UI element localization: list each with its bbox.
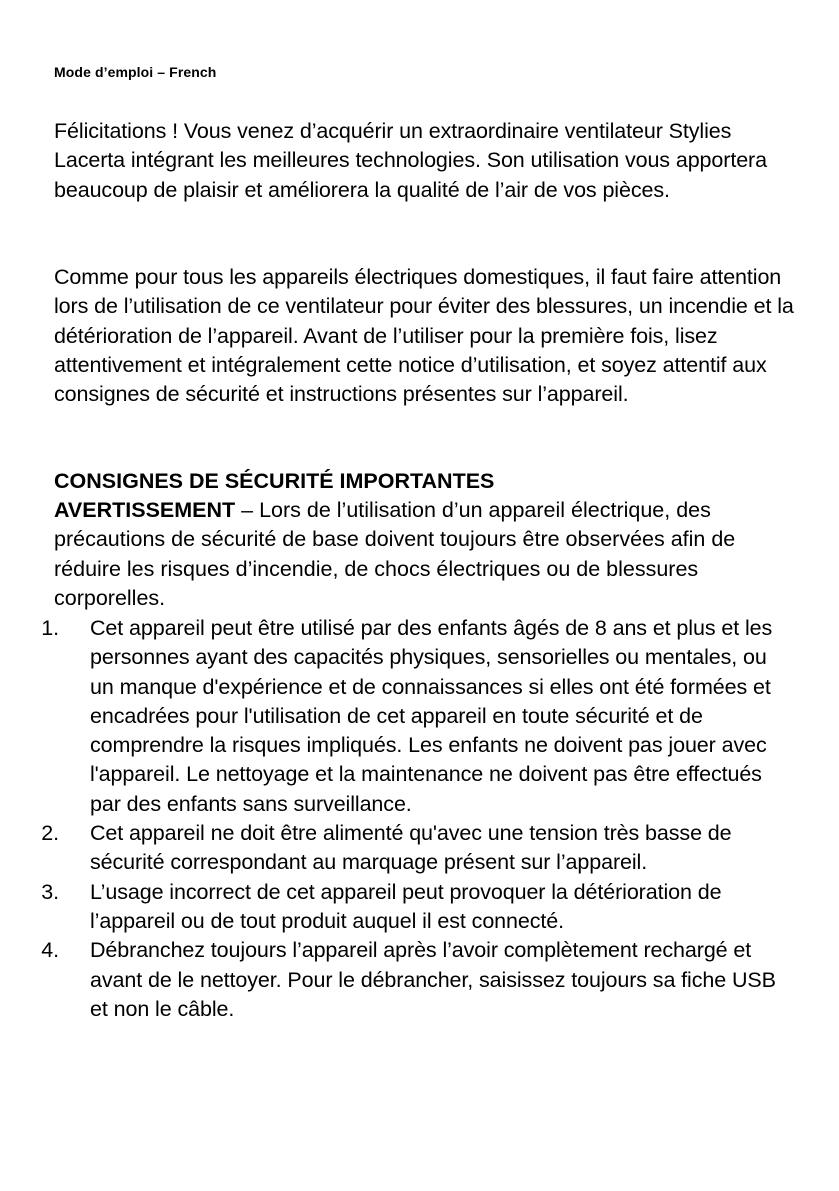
list-item-number: 3. — [41, 879, 59, 904]
list-item-text: L’usage incorrect de cet appareil peut provoquer la détérioration de l’appareil ou de tout produit auquel il est connecté. — [90, 879, 722, 933]
list-item — [0, 614, 790, 819]
safety-list — [0, 614, 839, 1024]
warning-paragraph — [54, 496, 794, 613]
list-item — [0, 936, 790, 1024]
document-header: Mode d’emploi – French — [54, 64, 217, 80]
list-item-number: 1. — [41, 616, 59, 640]
list-item — [0, 819, 790, 878]
section-title: CONSIGNES DE SÉCURITÉ IMPORTANTES — [54, 469, 495, 493]
list-item-text: Débranchez toujours l’appareil après l’avoir complètement rechargé et avant de le nettoyer. Pour le débrancher, saisissez toujours sa fiche USB et non le câble. — [90, 938, 776, 1021]
list-item-number: 4. — [41, 938, 59, 963]
warning-label: AVERTISSEMENT — [54, 498, 236, 522]
intro-paragraph-2: Comme pour tous les appareils électriques domestiques, il faut faire attention lors de l’utilisation de ce ventilateur pour éviter des blessures, un incendie et la détérioration de l’appareil. Avant de l’utiliser pour la première fois, lisez attentivement et intégralement cette notice d’utilisation, et soyez attentif aux consignes de sécurité et instructions présentes sur l’appareil. — [54, 265, 794, 407]
list-item-text: Cet appareil ne doit être alimenté qu'avec une tension très basse de sécurité correspondant au marquage présent sur l’appareil. — [90, 821, 732, 875]
intro-paragraph-1: Félicitations ! Vous venez d’acquérir un extraordinaire ventilateur Stylies Lacerta intégrant les meilleures technologies. Son utilisation vous apportera beaucoup de plaisir et améliorera la qualité de l’air de vos pièces. — [54, 119, 767, 202]
list-item-text: Cet appareil peut être utilisé par des enfants âgés de 8 ans et plus et les personnes ayant des capacités physiques, sensorielles ou mentales, ou un manque d'expérience et de connaissances si elles ont été formées et encadrées pour l'utilisation de cet appareil en toute sécurité et de comprendre la risques impliqués. Les enfants ne doivent pas jouer avec l'appareil. Le nettoyage et la maintenance ne doivent pas être effectués par des enfants sans surveillance. — [90, 616, 773, 816]
warning-text: – Lors de l’utilisation d’un appareil électrique, des précautions de sécurité de base doivent toujours être observées afin de réduire les risques d’incendie, de chocs électriques ou de blessures corporelles. — [54, 498, 736, 610]
list-item — [0, 878, 790, 937]
list-item-number: 2. — [41, 821, 59, 846]
